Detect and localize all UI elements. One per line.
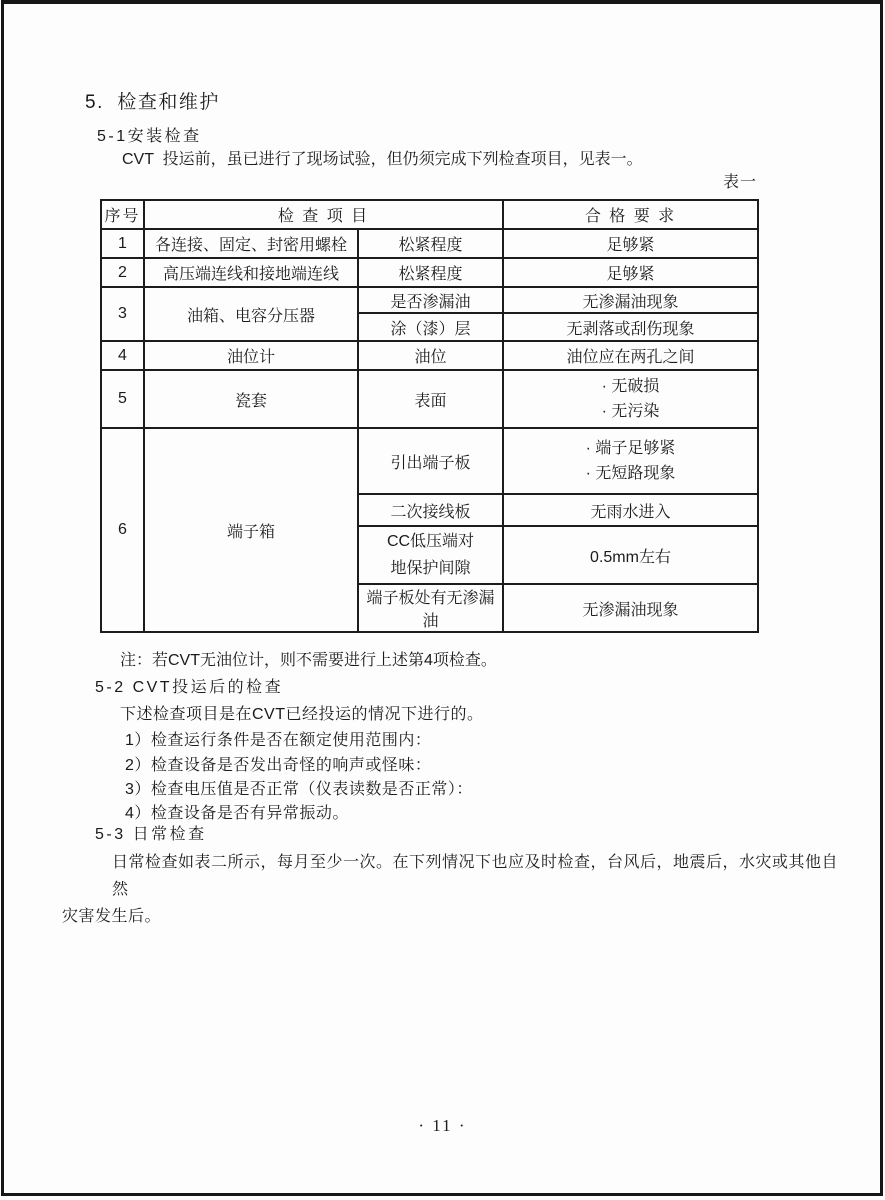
cell-subitem: 松紧程度: [358, 258, 503, 287]
inspection-table: [100, 199, 759, 633]
cell-seq: 5: [101, 370, 144, 428]
table-1-caption: 表一: [722, 174, 757, 191]
table-row: [101, 287, 758, 313]
table-header-row: [101, 200, 758, 229]
section-5-3-heading: 5-3 日常检查: [95, 826, 207, 843]
table-note: 注：若CVT无油位计，则不需要进行上述第4项检查。: [120, 652, 497, 669]
cell-requirement: 无雨水进入: [503, 494, 758, 526]
paragraph-line: 日常检查如表二所示，每月至少一次。在下列情况下也应及时检查，台风后，地震后，水灾或其他自然: [112, 854, 839, 898]
cell-item: 油位计: [144, 341, 358, 370]
cell-subitem: 松紧程度: [358, 229, 503, 258]
subitem-line: 地保护间隙: [390, 560, 471, 577]
cell-requirement: 无渗漏油现象: [503, 287, 758, 313]
table-row: [101, 258, 758, 287]
checklist-item-4: 4）检查设备是否有异常振动。: [125, 805, 349, 822]
cell-seq: 6: [101, 428, 144, 632]
section-5-1-heading: 5-1安装检查: [97, 128, 202, 145]
paragraph-line: 灾害发生后。: [62, 908, 162, 925]
cell-requirement: 0.5mm左右: [503, 526, 758, 584]
header-cell-seq: 序号: [101, 200, 144, 229]
cell-item: 各连接、固定、封密用螺栓: [144, 229, 358, 258]
cell-seq: 1: [101, 229, 144, 258]
checklist-item-2: 2）检查设备是否发出奇怪的响声或怪味：: [125, 757, 432, 774]
cell-item: 端子箱: [144, 428, 358, 632]
subitem-line: CC低压端对: [386, 533, 475, 550]
requirement-line: · 无短路现象: [585, 465, 676, 482]
cell-item: 高压端连线和接地端连线: [144, 258, 358, 287]
requirement-line: · 无污染: [601, 403, 660, 420]
cell-requirement: 无剥落或刮伤现象: [503, 313, 758, 341]
cell-subitem: 端子板处有无渗漏油: [358, 584, 503, 632]
table-row: [101, 229, 758, 258]
checklist-item-3: 3）检查电压值是否正常（仪表读数是否正常）：: [125, 781, 473, 798]
cell-requirement: 无渗漏油现象: [503, 584, 758, 632]
cell-subitem: [358, 526, 503, 584]
page-number: · 11 ·: [418, 1116, 467, 1135]
page-title: 5. 检查和维护: [85, 92, 220, 113]
table-row: [101, 370, 758, 428]
cell-subitem: 表面: [358, 370, 503, 428]
cell-requirement: 足够紧: [503, 258, 758, 287]
header-cell-requirement: 合 格 要 求: [503, 200, 758, 229]
section-5-1-intro: CVT 投运前，虽已进行了现场试验，但仍须完成下列检查项目，见表一。: [122, 151, 643, 168]
section-5-2-intro: 下述检查项目是在CVT已经投运的情况下进行的。: [120, 706, 484, 723]
cell-seq: 3: [101, 287, 144, 341]
checklist-item-1: 1）检查运行条件是否在额定使用范围内：: [125, 732, 432, 749]
header-cell-item: 检 查 项 目: [144, 200, 503, 229]
cell-requirement: 油位应在两孔之间: [503, 341, 758, 370]
cell-requirement: [503, 428, 758, 494]
cell-subitem: 引出端子板: [358, 428, 503, 494]
cell-item: 油箱、电容分压器: [144, 287, 358, 341]
cell-requirement: [503, 370, 758, 428]
cell-subitem: 油位: [358, 341, 503, 370]
requirement-line: · 端子足够紧: [585, 440, 676, 457]
section-5-3-paragraph: [62, 849, 852, 930]
table-row: [101, 341, 758, 370]
cell-requirement: 足够紧: [503, 229, 758, 258]
requirement-line: · 无破损: [601, 378, 660, 395]
section-5-2-heading: 5-2 CVT投运后的检查: [95, 679, 284, 696]
table-row: [101, 428, 758, 494]
cell-subitem: 涂（漆）层: [358, 313, 503, 341]
cell-seq: 2: [101, 258, 144, 287]
cell-seq: 4: [101, 341, 144, 370]
cell-subitem: 是否渗漏油: [358, 287, 503, 313]
cell-item: 瓷套: [144, 370, 358, 428]
cell-subitem: 二次接线板: [358, 494, 503, 526]
